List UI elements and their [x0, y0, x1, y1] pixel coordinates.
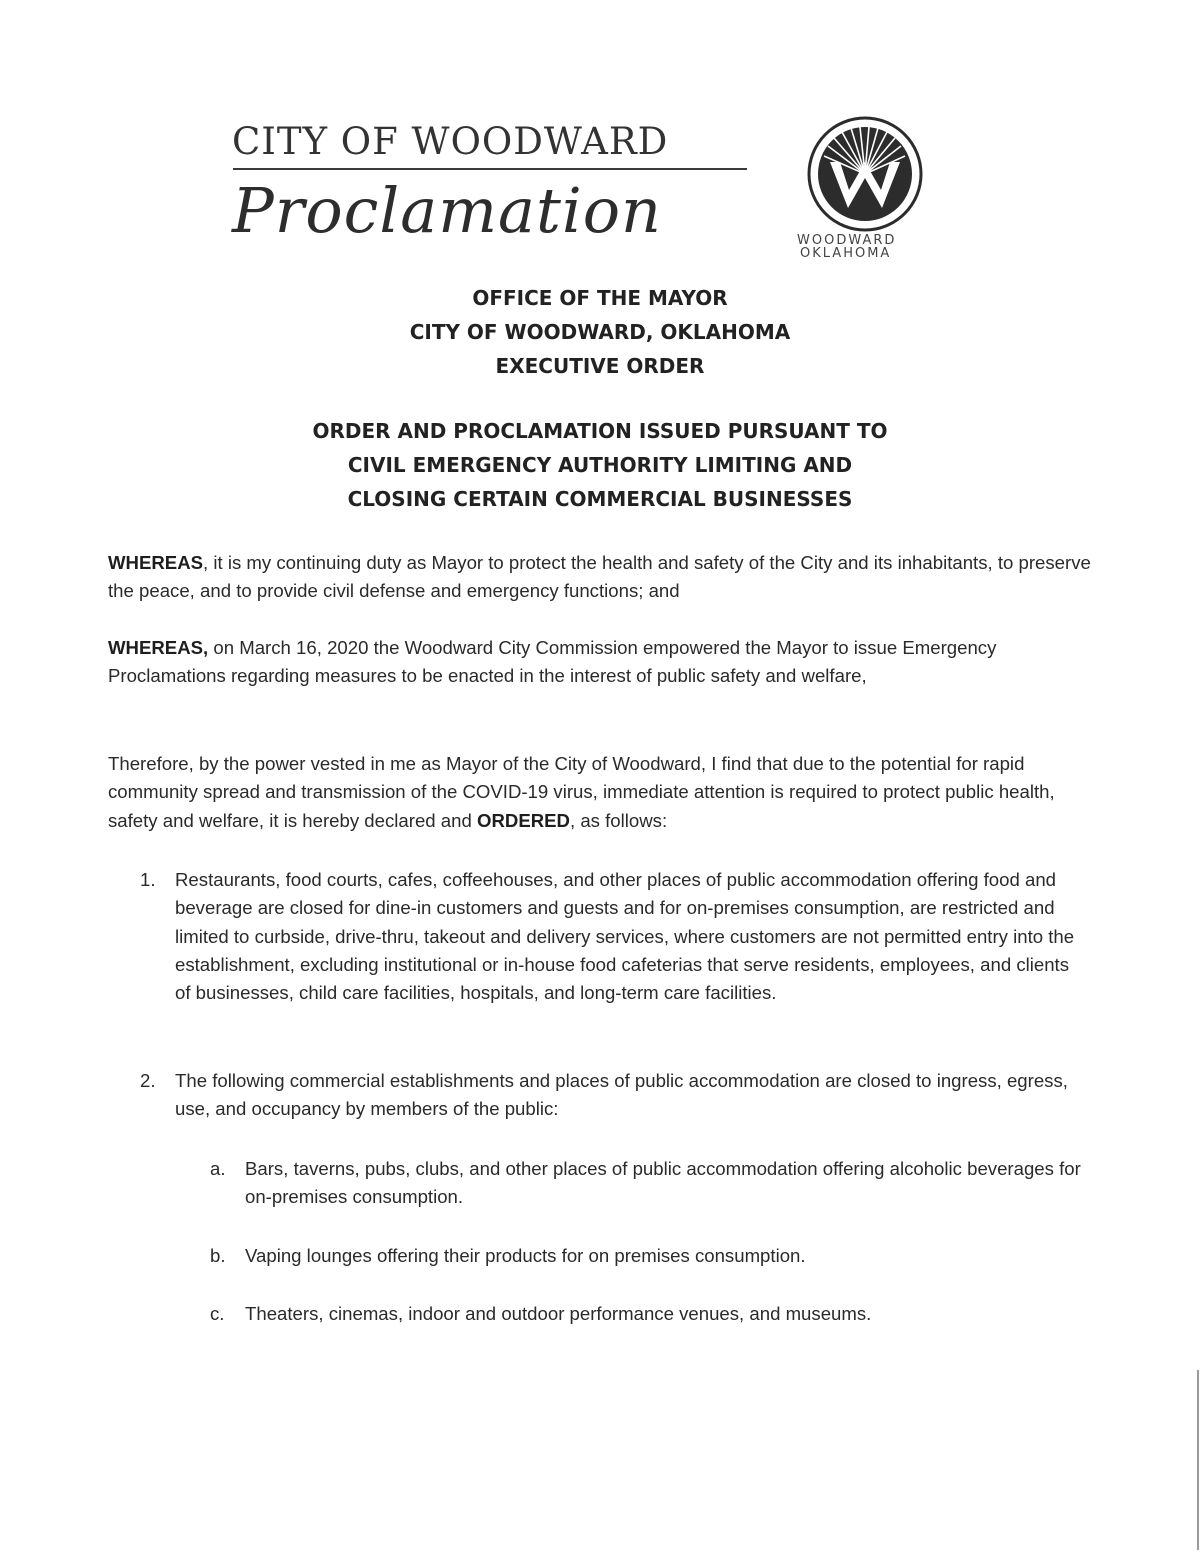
city-title: CITY OF WOODWARD [232, 120, 669, 163]
whereas-lead: WHEREAS [108, 552, 204, 573]
whereas-text: on March 16, 2020 the Woodward City Commission empowered the Mayor to issue Emergency Proclamations regarding measures to be enacted in the interest of public safety and welfare, [108, 637, 997, 687]
office-line-2: CITY OF WOODWARD, OKLAHOMA [409, 320, 791, 344]
seal-caption-state: OKLAHOMA [800, 246, 892, 261]
order-title-line-3: CLOSING CERTAIN COMMERCIAL BUSINESSES [347, 487, 853, 511]
ordered-emphasis: ORDERED [477, 809, 570, 831]
sub-list-item-text: Theaters, cinemas, indoor and outdoor performance venues, and museums. [245, 1303, 872, 1324]
list-item-text: Restaurants, food courts, cafes, coffeehouses, and other places of public accommodation offering food and beverage are closed for dine-in customers and guests and for on-premises consumption, are restricted and limited to curbside, drive-thru, takeout and delivery services, where customers are not permitted entry into the establishment, excluding institutional or in-house food cafeterias that serve residents, employees, and clients of businesses, child care facilities, hospitals, and long-term care facilities. [175, 869, 1075, 1004]
office-heading [0, 281, 1200, 383]
list-item-number: 1. [140, 869, 156, 890]
list-item-number: 2. [140, 1070, 156, 1091]
therefore-text-end: , as follows: [569, 809, 668, 831]
whereas-paragraph-1 [108, 549, 1098, 606]
whereas-paragraph-2 [108, 634, 1098, 691]
title-underline [233, 168, 747, 170]
order-title-line-1: ORDER AND PROCLAMATION ISSUED PURSUANT TO [312, 419, 888, 443]
sub-list-item-text: Vaping lounges offering their products for on premises consumption. [245, 1245, 806, 1266]
sub-list-item-text: Bars, taverns, pubs, clubs, and other places of public accommodation offering alcoholic beverages for on-premises consumption. [245, 1158, 1081, 1208]
sub-list-item-letter: c. [210, 1303, 225, 1324]
sub-list-item-letter: b. [210, 1245, 226, 1266]
whereas-text: , it is my continuing duty as Mayor to protect the health and safety of the City and its inhabitants, to preserve the peace, and to provide civil defense and emergency functions; and [108, 552, 1091, 602]
whereas-lead: WHEREAS, [108, 637, 209, 658]
scan-edge-mark [1197, 1370, 1199, 1550]
order-title-line-2: CIVIL EMERGENCY AUTHORITY LIMITING AND [347, 453, 853, 477]
office-line-3: EXECUTIVE ORDER [495, 354, 705, 378]
woodward-seal-icon [806, 116, 924, 232]
proclamation-script-title: Proclamation [232, 174, 662, 247]
list-item-text: The following commercial establishments and places of public accommodation are closed to ingress, egress, use, and occupancy by members of the public: [175, 1070, 1068, 1120]
office-line-1: OFFICE OF THE MAYOR [472, 286, 728, 310]
sub-list-item-letter: a. [210, 1158, 226, 1179]
therefore-text: Therefore, by the power vested in me as Mayor of the City of Woodward, I find that due to the potential for rapid community spread and transmission of the COVID-19 virus, immediate attention is required to protect public health, safety and welfare, it is hereby declared and [108, 753, 1055, 831]
order-title [0, 414, 1200, 516]
therefore-paragraph [108, 750, 1098, 835]
seal-caption-city: WOODWARD [797, 233, 897, 248]
